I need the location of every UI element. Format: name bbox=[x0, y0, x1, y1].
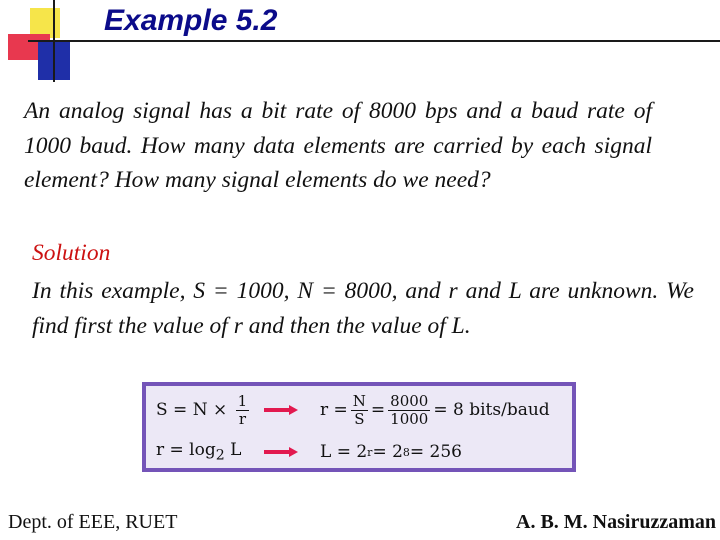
right-arrow-icon bbox=[264, 447, 298, 457]
formula-1-equals: = bbox=[370, 400, 386, 420]
footer-department: Dept. of EEE, RUET bbox=[8, 511, 178, 533]
solution-text: In this example, S = 1000, N = 8000, and r and L are unknown. We find first the value of r and then the value of L. bbox=[32, 278, 694, 339]
formula-1-rhs-fraction-1 bbox=[351, 393, 368, 428]
formula-2-rhs-b: = 2 bbox=[372, 442, 403, 462]
formula-2-exponent-8: 8 bbox=[402, 445, 410, 459]
formula-2-rhs bbox=[320, 442, 462, 462]
formula-2-lhs-text: r = log bbox=[156, 440, 216, 461]
fraction-denominator: r bbox=[238, 409, 246, 428]
fraction-denominator: S bbox=[354, 409, 365, 428]
formula-1-lhs bbox=[156, 393, 262, 428]
formula-2-lhs bbox=[156, 440, 262, 463]
right-arrow-icon bbox=[264, 405, 298, 415]
formula-1-lhs-prefix: S = N × bbox=[156, 399, 228, 420]
formula-2-exponent-r: r bbox=[367, 445, 373, 459]
formula-box bbox=[142, 382, 576, 472]
decor-horizontal-line bbox=[28, 40, 720, 42]
fraction-numerator: 1 bbox=[237, 391, 248, 410]
question-text: An analog signal has a bit rate of 8000 bps and a baud rate of 1000 baud. How many data elements are carried by each signal element? How many signal elements do we need? bbox=[24, 98, 652, 193]
formula-1-rhs-prefix: r = bbox=[320, 400, 348, 420]
fraction-numerator: N bbox=[352, 391, 366, 410]
footer-author: A. B. M. Nasiruzzaman bbox=[516, 511, 716, 533]
formula-1-lhs-fraction bbox=[236, 393, 250, 428]
fraction-denominator: 1000 bbox=[390, 409, 429, 428]
formula-row-1 bbox=[156, 388, 566, 432]
formula-2-result: = 256 bbox=[409, 442, 463, 462]
formula-panel bbox=[146, 386, 572, 468]
formula-2-log-base: 2 bbox=[215, 447, 225, 464]
formula-2-lhs-tail: L bbox=[224, 440, 242, 461]
formula-1-rhs bbox=[320, 393, 550, 428]
fraction-numerator: 8000 bbox=[390, 391, 429, 410]
formula-1-result: = 8 bits/baud bbox=[433, 400, 550, 420]
formula-1-rhs-fraction-2 bbox=[388, 393, 430, 428]
solution-heading: Solution bbox=[32, 240, 111, 266]
slide-title: Example 5.2 bbox=[104, 4, 278, 37]
formula-2-rhs-a: L = 2 bbox=[320, 442, 368, 462]
formula-row-2 bbox=[156, 438, 566, 466]
